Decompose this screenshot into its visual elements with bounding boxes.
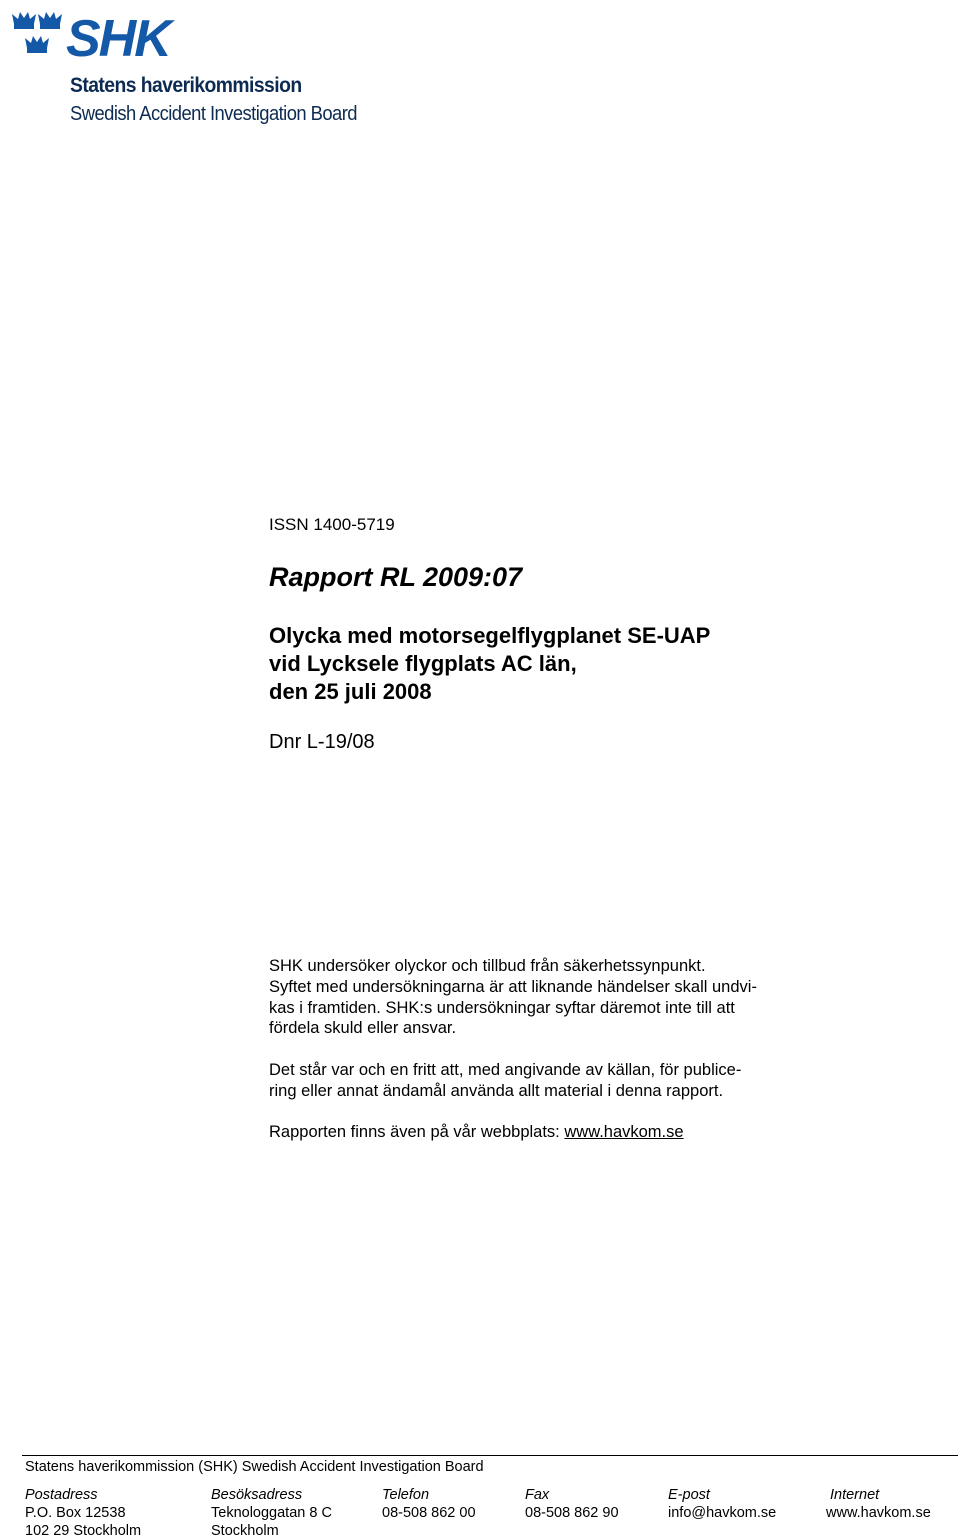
issn: ISSN 1400-5719 <box>269 515 395 534</box>
footer-visiting-address <box>211 1486 332 1540</box>
website-text: Rapporten finns även på vår webbplats: <box>269 1123 565 1141</box>
purpose-paragraph <box>269 956 829 1039</box>
footer-value: Teknologgatan 8 C <box>211 1505 332 1521</box>
footer-phone <box>382 1486 476 1522</box>
org-name-english: Swedish Accident Investigation Board <box>70 103 357 125</box>
report-subject <box>269 622 710 706</box>
footer-value: Stockholm <box>211 1523 279 1539</box>
footer-value: P.O. Box 12538 <box>25 1505 126 1521</box>
subject-line: Olycka med motorsegelflygplanet SE-UAP <box>269 623 711 648</box>
footer-email <box>668 1486 776 1522</box>
footer-label: Internet <box>830 1487 880 1503</box>
diary-number: Dnr L-19/08 <box>269 731 375 753</box>
logo-wordmark: SHK <box>66 10 170 68</box>
paragraph-line: kas i framtiden. SHK:s undersökningar syftar däremot inte till att <box>269 998 735 1017</box>
three-crowns-icon <box>10 10 210 70</box>
paragraph-line: fördela skuld eller ansvar. <box>269 1019 457 1038</box>
paragraph-line: Syftet med undersökningarna är att liknande händelser skall undvi- <box>269 977 757 996</box>
footer-value: 08-508 862 00 <box>382 1505 476 1521</box>
report-title: Rapport RL 2009:07 <box>269 562 523 592</box>
subject-line: vid Lycksele flygplats AC län, <box>269 651 577 676</box>
paragraph-line: SHK undersöker olyckor och tillbud från säkerhetssynpunkt. <box>269 957 706 975</box>
footer-label: E-post <box>668 1487 710 1503</box>
footer-value[interactable]: info@havkom.se <box>668 1505 777 1521</box>
paragraph-line: ring eller annat ändamål använda allt material i denna rapport. <box>269 1081 724 1100</box>
footer-org-name: Statens haverikommission (SHK) Swedish Accident Investigation Board <box>25 1459 484 1475</box>
shk-logo <box>10 10 357 125</box>
usage-paragraph <box>269 1060 829 1102</box>
footer-postal-address <box>25 1486 141 1540</box>
footer-value[interactable]: www.havkom.se <box>826 1505 931 1521</box>
footer-fax <box>525 1486 619 1522</box>
paragraph-line: Det står var och en fritt att, med angivande av källan, för publice- <box>269 1061 742 1079</box>
footer-label: Postadress <box>25 1487 98 1503</box>
org-name-swedish: Statens haverikommission <box>70 74 302 97</box>
website-link[interactable]: www.havkom.se <box>564 1123 684 1141</box>
footer-value: 102 29 Stockholm <box>25 1523 142 1539</box>
footer-label: Besöksadress <box>211 1487 303 1503</box>
subject-line: den 25 juli 2008 <box>269 679 432 704</box>
footer-internet <box>826 1486 931 1522</box>
footer-label: Telefon <box>382 1487 430 1503</box>
website-paragraph <box>269 1122 829 1143</box>
footer-divider <box>22 1455 958 1456</box>
footer-value: 08-508 862 90 <box>525 1505 619 1521</box>
footer-label: Fax <box>525 1487 550 1503</box>
